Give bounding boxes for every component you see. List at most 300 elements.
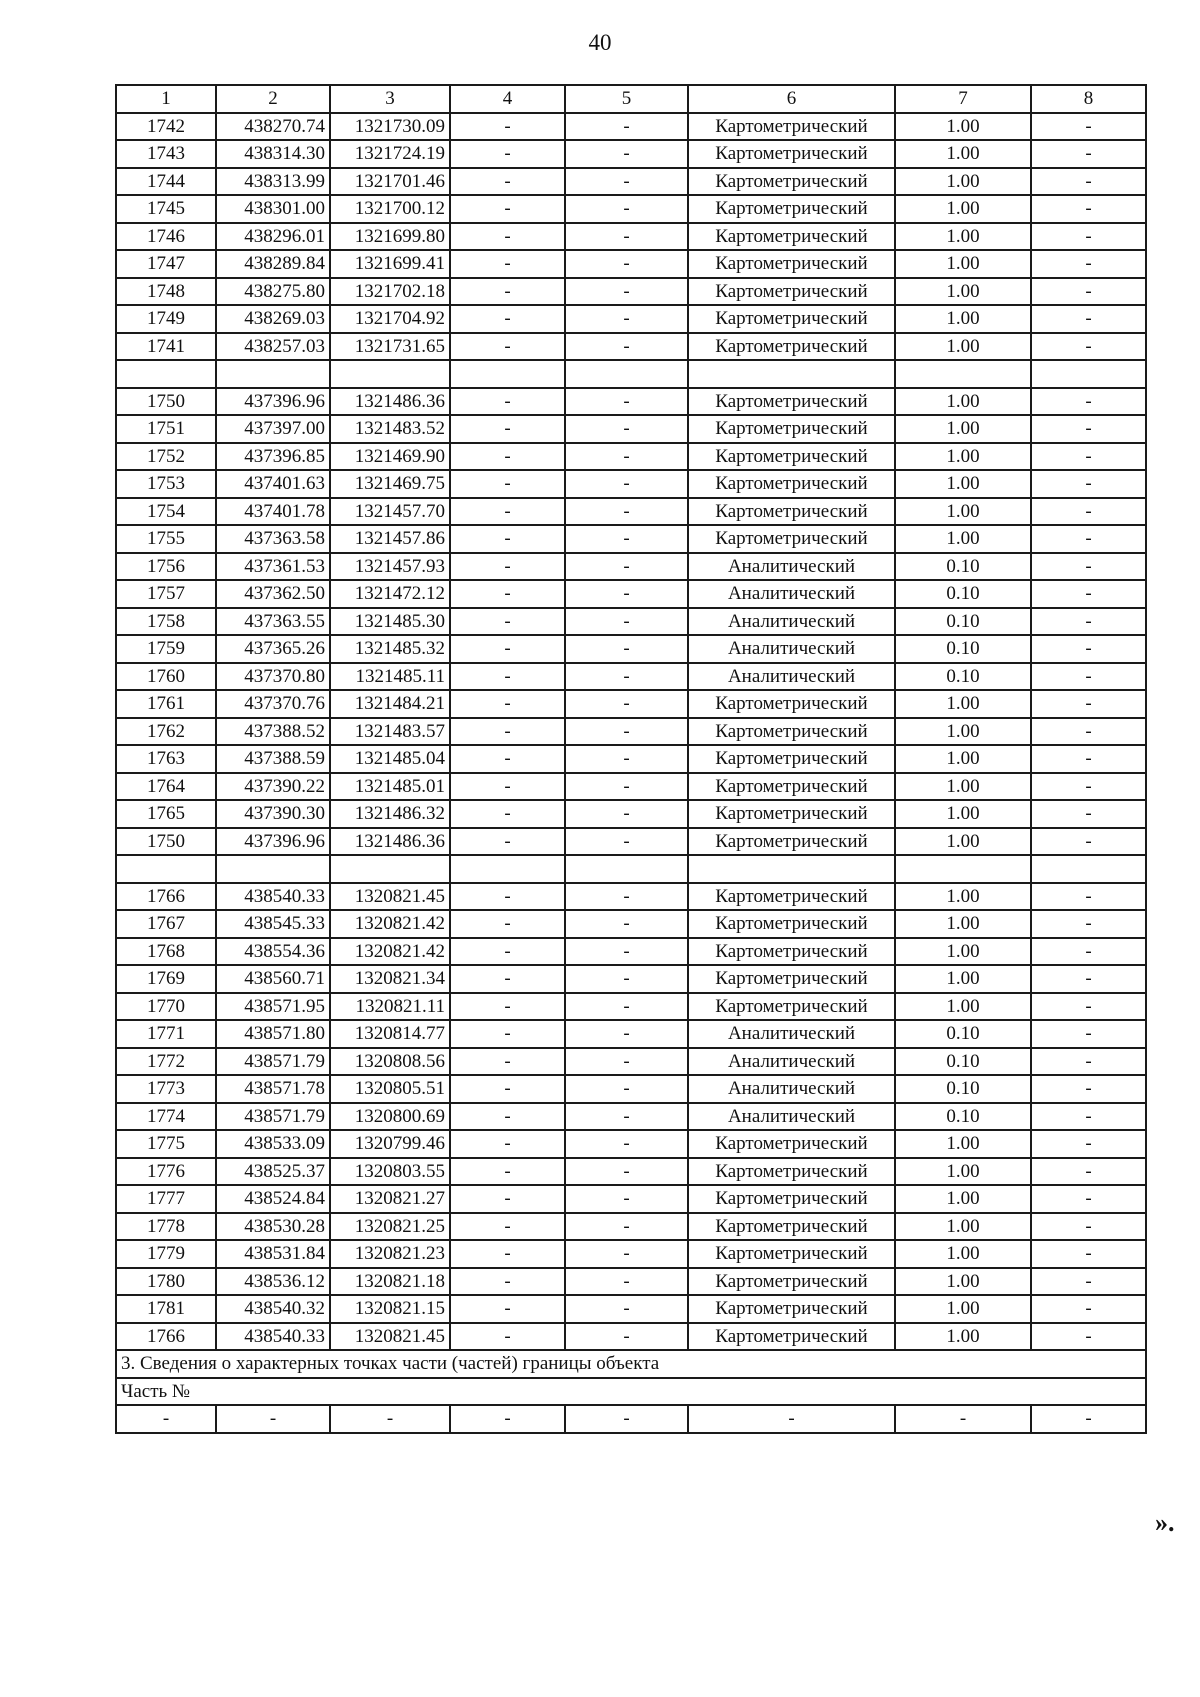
column-5-cell: - [565,635,688,663]
method-cell: Картометрический [688,223,895,251]
column-8-cell: - [1031,718,1146,746]
table-row [116,1103,1146,1131]
method-cell: Картометрический [688,113,895,141]
column-8-cell: - [1031,965,1146,993]
column-5-cell: - [565,388,688,416]
column-8-cell: - [1031,883,1146,911]
column-4-cell: - [450,580,565,608]
column-8-cell: - [1031,1130,1146,1158]
point-number-cell: 1750 [116,828,216,856]
column-4-cell [450,360,565,388]
column-8-cell: - [1031,608,1146,636]
method-cell: Картометрический [688,1185,895,1213]
point-number-cell: 1776 [116,1158,216,1186]
y-coordinate-cell: 1321457.86 [330,525,450,553]
x-coordinate-cell: 438560.71 [216,965,330,993]
x-coordinate-cell: 437390.30 [216,800,330,828]
y-coordinate-cell: 1320803.55 [330,1158,450,1186]
column-5-cell: - [565,938,688,966]
column-5-cell: - [565,690,688,718]
accuracy-cell: 1.00 [895,305,1031,333]
point-number-cell: 1765 [116,800,216,828]
x-coordinate-cell: 438314.30 [216,140,330,168]
column-5-cell: - [565,1020,688,1048]
column-5-cell: - [565,223,688,251]
column-4-cell: - [450,1185,565,1213]
point-number-cell: 1750 [116,388,216,416]
column-8-cell: - [1031,1268,1146,1296]
method-cell: Картометрический [688,745,895,773]
method-cell: Аналитический [688,663,895,691]
x-coordinate-cell: 438554.36 [216,938,330,966]
column-5-cell: - [565,195,688,223]
y-coordinate-cell: 1321486.36 [330,828,450,856]
accuracy-cell: 1.00 [895,745,1031,773]
table-row [116,883,1146,911]
accuracy-cell: 0.10 [895,1048,1031,1076]
x-coordinate-cell: 437390.22 [216,773,330,801]
point-number-cell: 1781 [116,1295,216,1323]
column-8-cell: - [1031,800,1146,828]
accuracy-cell: 1.00 [895,498,1031,526]
method-cell: Аналитический [688,1075,895,1103]
accuracy-cell: 1.00 [895,1323,1031,1351]
point-number-cell: 1754 [116,498,216,526]
x-coordinate-cell: 438533.09 [216,1130,330,1158]
column-5-cell: - [565,745,688,773]
point-number-cell: 1755 [116,525,216,553]
method-cell: Картометрический [688,305,895,333]
accuracy-cell: 0.10 [895,663,1031,691]
accuracy-cell: 1.00 [895,1268,1031,1296]
table-row [116,113,1146,141]
column-8-cell: - [1031,553,1146,581]
column-4-cell: - [450,415,565,443]
method-cell: Картометрический [688,828,895,856]
column-5-cell: - [565,415,688,443]
column-header: 2 [216,85,330,113]
column-header: 7 [895,85,1031,113]
column-5-cell: - [565,333,688,361]
column-4-cell: - [450,965,565,993]
accuracy-cell: 1.00 [895,525,1031,553]
column-8-cell: - [1031,1103,1146,1131]
y-coordinate-cell: 1320821.45 [330,1323,450,1351]
method-cell: Аналитический [688,608,895,636]
x-coordinate-cell: 438301.00 [216,195,330,223]
table-row [116,663,1146,691]
method-cell: Картометрический [688,1130,895,1158]
column-8-cell: - [1031,1240,1146,1268]
column-8-cell: - [1031,1020,1146,1048]
column-4-cell: - [450,993,565,1021]
method-cell: Картометрический [688,1268,895,1296]
separator-row [116,360,1146,388]
column-5-cell: - [565,993,688,1021]
point-number-cell: 1777 [116,1185,216,1213]
column-4-cell: - [450,388,565,416]
table-row [116,1130,1146,1158]
section-title-row [116,1350,1146,1378]
column-8-cell: - [1031,470,1146,498]
accuracy-cell: 1.00 [895,415,1031,443]
table-row [116,800,1146,828]
accuracy-cell: 1.00 [895,470,1031,498]
method-cell: Аналитический [688,1020,895,1048]
x-coordinate-cell: 437396.85 [216,443,330,471]
point-number-cell: 1778 [116,1213,216,1241]
x-coordinate-cell: 437363.58 [216,525,330,553]
y-coordinate-cell: 1321485.04 [330,745,450,773]
y-coordinate-cell: 1321486.32 [330,800,450,828]
column-4-cell: - [450,690,565,718]
column-8-cell: - [1031,443,1146,471]
method-cell: Картометрический [688,1240,895,1268]
x-coordinate-cell: 438540.33 [216,1323,330,1351]
point-number-cell: 1760 [116,663,216,691]
y-coordinate-cell: 1320821.11 [330,993,450,1021]
table-row [116,168,1146,196]
point-number-cell: 1744 [116,168,216,196]
point-number-cell: 1753 [116,470,216,498]
accuracy-cell: 1.00 [895,168,1031,196]
x-coordinate-cell: 438530.28 [216,1213,330,1241]
y-coordinate-cell: 1321701.46 [330,168,450,196]
point-number-cell: 1764 [116,773,216,801]
y-coordinate-cell: 1321700.12 [330,195,450,223]
column-5-cell: - [565,718,688,746]
column-8-cell: - [1031,140,1146,168]
accuracy-cell [895,855,1031,883]
accuracy-cell: 0.10 [895,608,1031,636]
column-header: 4 [450,85,565,113]
column-4-cell: - [450,828,565,856]
point-number-cell: 1759 [116,635,216,663]
method-cell [688,855,895,883]
method-cell: Картометрический [688,965,895,993]
column-header-row [116,85,1146,113]
column-5-cell: - [565,140,688,168]
x-coordinate-cell: 437397.00 [216,415,330,443]
accuracy-cell: 1.00 [895,773,1031,801]
x-coordinate-cell: 437396.96 [216,828,330,856]
point-number-cell: 1748 [116,278,216,306]
column-4-cell: - [450,1130,565,1158]
table-row [116,773,1146,801]
x-coordinate-cell: 438540.32 [216,1295,330,1323]
column-8-cell: - [1031,278,1146,306]
part-points-row [116,1405,1146,1433]
column-4-cell: - [450,553,565,581]
column-5-cell: - [565,1240,688,1268]
method-cell: Картометрический [688,470,895,498]
column-8-cell: - [1031,168,1146,196]
x-coordinate-cell: 437388.52 [216,718,330,746]
x-coordinate-cell: 438270.74 [216,113,330,141]
method-cell: Картометрический [688,993,895,1021]
method-cell: Картометрический [688,690,895,718]
separator-row [116,855,1146,883]
y-coordinate-cell: 1320799.46 [330,1130,450,1158]
column-5-cell: - [565,800,688,828]
method-cell: Картометрический [688,910,895,938]
y-coordinate-cell: 1321469.90 [330,443,450,471]
table-cell: - [895,1405,1031,1433]
point-number-cell [116,855,216,883]
column-8-cell: - [1031,223,1146,251]
column-5-cell: - [565,470,688,498]
column-5-cell: - [565,608,688,636]
y-coordinate-cell: 1321731.65 [330,333,450,361]
column-4-cell: - [450,113,565,141]
column-5-cell: - [565,965,688,993]
y-coordinate-cell: 1320805.51 [330,1075,450,1103]
x-coordinate-cell: 437370.80 [216,663,330,691]
y-coordinate-cell: 1321457.93 [330,553,450,581]
y-coordinate-cell: 1320821.42 [330,938,450,966]
y-coordinate-cell: 1321483.57 [330,718,450,746]
table-row [116,525,1146,553]
y-coordinate-cell: 1321485.30 [330,608,450,636]
point-number-cell: 1758 [116,608,216,636]
column-5-cell: - [565,1075,688,1103]
y-coordinate-cell: 1320821.23 [330,1240,450,1268]
column-5-cell: - [565,553,688,581]
x-coordinate-cell: 438545.33 [216,910,330,938]
point-number-cell: 1745 [116,195,216,223]
method-cell: Картометрический [688,250,895,278]
x-coordinate-cell: 438275.80 [216,278,330,306]
x-coordinate-cell [216,360,330,388]
column-8-cell: - [1031,635,1146,663]
accuracy-cell: 1.00 [895,1295,1031,1323]
x-coordinate-cell: 438289.84 [216,250,330,278]
y-coordinate-cell: 1320821.25 [330,1213,450,1241]
column-5-cell: - [565,883,688,911]
accuracy-cell: 0.10 [895,635,1031,663]
table-row [116,140,1146,168]
column-5-cell: - [565,1103,688,1131]
y-coordinate-cell: 1320821.18 [330,1268,450,1296]
column-4-cell: - [450,773,565,801]
accuracy-cell: 1.00 [895,1240,1031,1268]
method-cell: Картометрический [688,388,895,416]
column-4-cell: - [450,1020,565,1048]
accuracy-cell: 0.10 [895,553,1031,581]
point-number-cell: 1771 [116,1020,216,1048]
method-cell: Картометрический [688,443,895,471]
table-cell: - [688,1405,895,1433]
y-coordinate-cell: 1321704.92 [330,305,450,333]
column-5-cell: - [565,773,688,801]
method-cell: Аналитический [688,553,895,581]
y-coordinate-cell [330,360,450,388]
y-coordinate-cell [330,855,450,883]
column-8-cell: - [1031,1213,1146,1241]
y-coordinate-cell: 1320814.77 [330,1020,450,1048]
table-cell: - [1031,1405,1146,1433]
accuracy-cell: 1.00 [895,965,1031,993]
method-cell: Аналитический [688,580,895,608]
point-number-cell: 1769 [116,965,216,993]
point-number-cell: 1743 [116,140,216,168]
x-coordinate-cell: 438524.84 [216,1185,330,1213]
column-8-cell: - [1031,250,1146,278]
column-5-cell: - [565,1323,688,1351]
table-row [116,965,1146,993]
section-title: 3. Сведения о характерных точках части (частей) границы объекта [116,1350,1146,1378]
column-8-cell: - [1031,1158,1146,1186]
column-4-cell: - [450,278,565,306]
table-row [116,608,1146,636]
column-5-cell: - [565,910,688,938]
column-4-cell: - [450,663,565,691]
x-coordinate-cell: 437362.50 [216,580,330,608]
table-row [116,443,1146,471]
table-cell: - [216,1405,330,1433]
y-coordinate-cell: 1321485.01 [330,773,450,801]
table-cell: - [565,1405,688,1433]
method-cell: Картометрический [688,1213,895,1241]
x-coordinate-cell: 437363.55 [216,608,330,636]
column-8-cell: - [1031,498,1146,526]
column-8-cell: - [1031,113,1146,141]
column-4-cell: - [450,525,565,553]
point-number-cell: 1780 [116,1268,216,1296]
column-4-cell: - [450,883,565,911]
column-5-cell: - [565,498,688,526]
table-body [116,113,1146,1351]
method-cell: Картометрический [688,333,895,361]
x-coordinate-cell: 438571.79 [216,1103,330,1131]
accuracy-cell: 0.10 [895,1103,1031,1131]
x-coordinate-cell: 437361.53 [216,553,330,581]
table-row [116,690,1146,718]
method-cell: Аналитический [688,635,895,663]
column-8-cell: - [1031,305,1146,333]
point-number-cell: 1747 [116,250,216,278]
x-coordinate-cell: 437401.78 [216,498,330,526]
x-coordinate-cell: 438269.03 [216,305,330,333]
column-5-cell: - [565,305,688,333]
column-5-cell: - [565,663,688,691]
point-number-cell: 1766 [116,883,216,911]
point-number-cell: 1761 [116,690,216,718]
column-header: 1 [116,85,216,113]
x-coordinate-cell: 438531.84 [216,1240,330,1268]
x-coordinate-cell: 438257.03 [216,333,330,361]
column-4-cell [450,855,565,883]
table-row [116,195,1146,223]
column-8-cell [1031,855,1146,883]
method-cell: Картометрический [688,498,895,526]
accuracy-cell: 1.00 [895,1130,1031,1158]
column-header: 3 [330,85,450,113]
table-row [116,1185,1146,1213]
accuracy-cell: 1.00 [895,690,1031,718]
table-row [116,333,1146,361]
column-8-cell: - [1031,415,1146,443]
column-4-cell: - [450,1075,565,1103]
x-coordinate-cell: 438571.78 [216,1075,330,1103]
point-number-cell: 1770 [116,993,216,1021]
column-4-cell: - [450,140,565,168]
point-number-cell: 1766 [116,1323,216,1351]
method-cell: Картометрический [688,525,895,553]
column-4-cell: - [450,333,565,361]
accuracy-cell: 1.00 [895,1213,1031,1241]
table-row [116,1268,1146,1296]
table-row [116,1323,1146,1351]
y-coordinate-cell: 1321724.19 [330,140,450,168]
column-4-cell: - [450,745,565,773]
column-4-cell: - [450,250,565,278]
method-cell: Картометрический [688,140,895,168]
column-5-cell [565,360,688,388]
method-cell: Картометрический [688,1323,895,1351]
table-row [116,1240,1146,1268]
column-8-cell: - [1031,745,1146,773]
method-cell: Картометрический [688,195,895,223]
point-number-cell: 1774 [116,1103,216,1131]
table-row [116,635,1146,663]
accuracy-cell: 0.10 [895,1020,1031,1048]
column-header: 8 [1031,85,1146,113]
table-row [116,718,1146,746]
page-number: 40 [588,30,612,55]
table-row [116,580,1146,608]
method-cell: Картометрический [688,415,895,443]
point-number-cell: 1757 [116,580,216,608]
accuracy-cell: 0.10 [895,1075,1031,1103]
column-5-cell: - [565,278,688,306]
accuracy-cell: 1.00 [895,250,1031,278]
column-4-cell: - [450,608,565,636]
column-4-cell: - [450,498,565,526]
x-coordinate-cell [216,855,330,883]
column-4-cell: - [450,1323,565,1351]
y-coordinate-cell: 1321484.21 [330,690,450,718]
column-4-cell: - [450,470,565,498]
part-label-row [116,1378,1146,1406]
y-coordinate-cell: 1320821.42 [330,910,450,938]
table-row [116,1213,1146,1241]
accuracy-cell: 1.00 [895,828,1031,856]
accuracy-cell: 1.00 [895,443,1031,471]
table-row [116,745,1146,773]
x-coordinate-cell: 438571.95 [216,993,330,1021]
y-coordinate-cell: 1320808.56 [330,1048,450,1076]
y-coordinate-cell: 1321730.09 [330,113,450,141]
point-number-cell: 1768 [116,938,216,966]
x-coordinate-cell: 438525.37 [216,1158,330,1186]
method-cell: Картометрический [688,1158,895,1186]
column-4-cell: - [450,1103,565,1131]
x-coordinate-cell: 438536.12 [216,1268,330,1296]
x-coordinate-cell: 437396.96 [216,388,330,416]
column-4-cell: - [450,910,565,938]
column-8-cell: - [1031,828,1146,856]
point-number-cell: 1772 [116,1048,216,1076]
table-row [116,1048,1146,1076]
table-row [116,498,1146,526]
column-4-cell: - [450,635,565,663]
accuracy-cell: 1.00 [895,278,1031,306]
method-cell: Картометрический [688,800,895,828]
table-row [116,1075,1146,1103]
y-coordinate-cell: 1321702.18 [330,278,450,306]
column-8-cell: - [1031,910,1146,938]
